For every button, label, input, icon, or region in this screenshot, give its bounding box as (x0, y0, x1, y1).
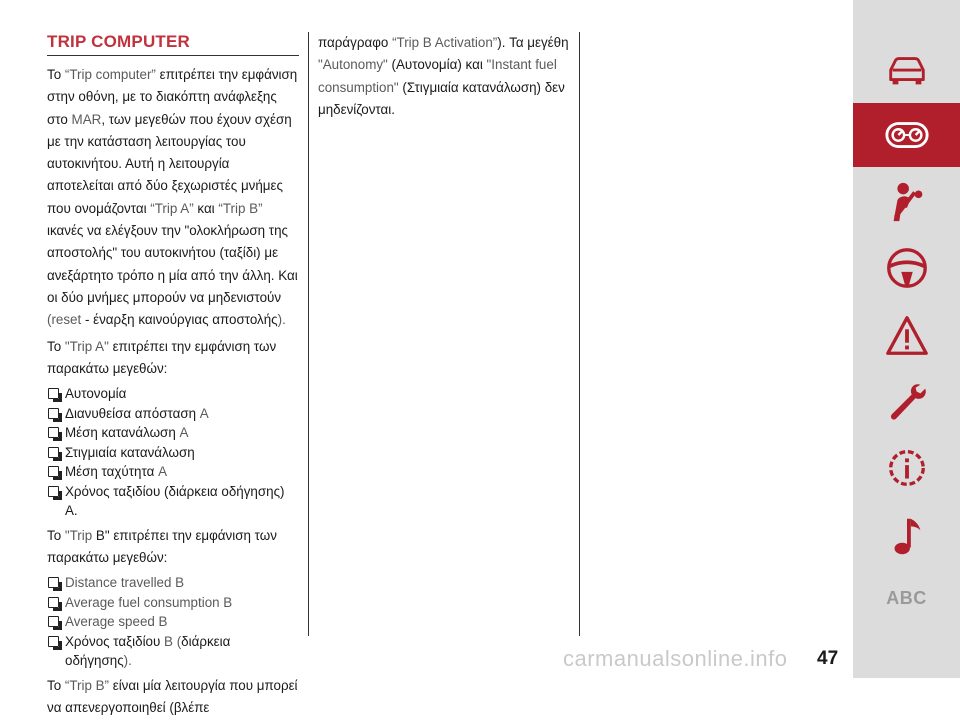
sidebar-item-emergency[interactable] (853, 304, 960, 368)
text-run: Διανυθείσα απόσταση (65, 405, 200, 421)
text-run: Χρόνος ταξιδίου (διάρκεια οδήγησης) A. (65, 483, 285, 519)
text-run: “Trip B Activation” (392, 35, 498, 50)
text-run: A (179, 425, 189, 441)
text-run: Το (47, 677, 65, 693)
left-column (47, 32, 299, 723)
trip-a-paragraph (47, 336, 299, 381)
text-run: (reset (47, 312, 82, 328)
sidebar-item-car[interactable] (853, 38, 960, 102)
text-run: Το (47, 527, 65, 543)
trip-b-note-paragraph (47, 675, 299, 720)
page-number: 47 (817, 648, 839, 669)
list-item (47, 612, 299, 632)
list-item (47, 384, 299, 404)
text-run: (Στιγμιαία κατανάλωση) δεν μηδενίζονται. (318, 79, 565, 117)
text-run: επιτρέπει την εμφάνιση στην οθόνη, με το διακόπτη ανάφλεξης στο (47, 67, 298, 127)
trip-b-paragraph (47, 525, 299, 570)
chapter-sidebar (853, 0, 960, 678)
list-item (47, 462, 299, 482)
abc-label: ABC (886, 587, 927, 608)
checkbox-bullet-icon (48, 636, 59, 647)
right-column (318, 32, 580, 125)
text-run: "Trip (64, 527, 96, 543)
wrench-icon (884, 379, 930, 425)
text-run: και (193, 200, 219, 216)
list-item (47, 593, 299, 613)
text-run: , των μεγεθών που έχουν σχέση με την κατάσταση λειτουργίας του αυτοκινήτου. Αυτή η λειτουργία αποτελείται από δύο ξεχωριστές μνήμες που ονομάζονται (47, 111, 292, 216)
sidebar-item-maintenance[interactable] (853, 370, 960, 434)
text-run: B" επιτρέπει την εμφάνιση των παρακάτω μεγεθών: (47, 527, 277, 565)
checkbox-bullet-icon (48, 466, 59, 477)
text-run: Μέση ταχύτητα (65, 464, 159, 480)
info-gear-icon (884, 445, 930, 491)
text-run: Μέση κατανάλωση (65, 425, 180, 441)
warning-triangle-icon (884, 313, 930, 359)
text-run: Το (47, 67, 65, 82)
text-run: “Trip A” (150, 200, 194, 216)
intro-paragraph (47, 64, 299, 332)
sidebar-item-technical-data[interactable] (853, 436, 960, 500)
text-run: - έναρξη καινούργιας αποστολής (81, 312, 278, 328)
text-run: A (158, 464, 167, 480)
list-item (47, 423, 299, 443)
text-run: Το (47, 338, 65, 354)
sidebar-item-index[interactable] (853, 566, 960, 630)
checkbox-bullet-icon (48, 577, 59, 588)
list-item (47, 482, 299, 521)
text-run: Αυτονομία (65, 386, 127, 402)
car-icon (884, 47, 930, 93)
continuation-paragraph (318, 32, 580, 121)
watermark: carmanualsonline.info (563, 646, 788, 671)
text-run: "Instant fuel consumption" (318, 57, 557, 95)
checkbox-bullet-icon (48, 597, 59, 608)
text-run: (Αυτονομία) και (387, 57, 487, 73)
text-run: διάρκεια οδήγησης (65, 633, 231, 669)
checkbox-bullet-icon (48, 408, 59, 419)
text-run: ). Τα μεγέθη (497, 35, 569, 50)
text-run: ). (277, 312, 286, 328)
text-run: Χρόνος ταξιδίου (65, 633, 165, 649)
trip-a-list (47, 384, 299, 521)
sidebar-item-driving[interactable] (853, 236, 960, 300)
seatbelt-person-icon (884, 179, 930, 225)
text-run: Στιγμιαία κατανάλωση (65, 444, 195, 460)
text-run: "Autonomy" (318, 57, 388, 73)
text-run: Average fuel consumption B (65, 594, 233, 610)
music-note-icon (884, 513, 930, 559)
checkbox-bullet-icon (48, 447, 59, 458)
text-run: A (199, 405, 209, 421)
checkbox-bullet-icon (48, 616, 59, 627)
text-run: ικανές να ελέγξουν την "ολοκλήρωση της αποστολής" του αυτοκινήτου (ταξίδι) με ανεξάρτητο τρόπο η μία από την άλλη. Και οι δύο μνήμες μπορούν να μηδενιστούν (47, 223, 298, 305)
text-run: B ( (164, 633, 182, 649)
checkbox-bullet-icon (48, 388, 59, 399)
text-run: είναι μία λειτουργία που μπορεί να απενεργοποιηθεί (βλέπε (47, 677, 298, 716)
text-run: MAR (71, 111, 102, 127)
column-divider-left (308, 32, 309, 636)
list-item (47, 573, 299, 593)
text-run: ). (123, 653, 132, 669)
list-item (47, 443, 299, 463)
checkbox-bullet-icon (48, 427, 59, 438)
list-item (47, 404, 299, 424)
sidebar-item-dashboard[interactable] (853, 103, 960, 167)
text-run: "Trip A" (64, 338, 109, 354)
text-run: “Trip B” (218, 200, 263, 216)
text-run: επιτρέπει την εμφάνιση των παρακάτω μεγεθών: (47, 338, 277, 376)
steering-wheel-icon (884, 245, 930, 291)
sidebar-item-multimedia[interactable] (853, 504, 960, 568)
text-run: Average speed B (65, 614, 168, 630)
text-run: “Trip B” (64, 677, 110, 693)
sidebar-item-safety[interactable] (853, 170, 960, 234)
dashboard-gauges-icon (884, 112, 930, 158)
text-run: Distance travelled B (65, 575, 185, 591)
list-item (47, 632, 299, 671)
section-title: TRIP COMPUTER (47, 32, 299, 56)
text-run: “Trip computer” (64, 67, 156, 82)
checkbox-bullet-icon (48, 486, 59, 497)
trip-b-list (47, 573, 299, 671)
text-run: παράγραφο (318, 35, 393, 50)
